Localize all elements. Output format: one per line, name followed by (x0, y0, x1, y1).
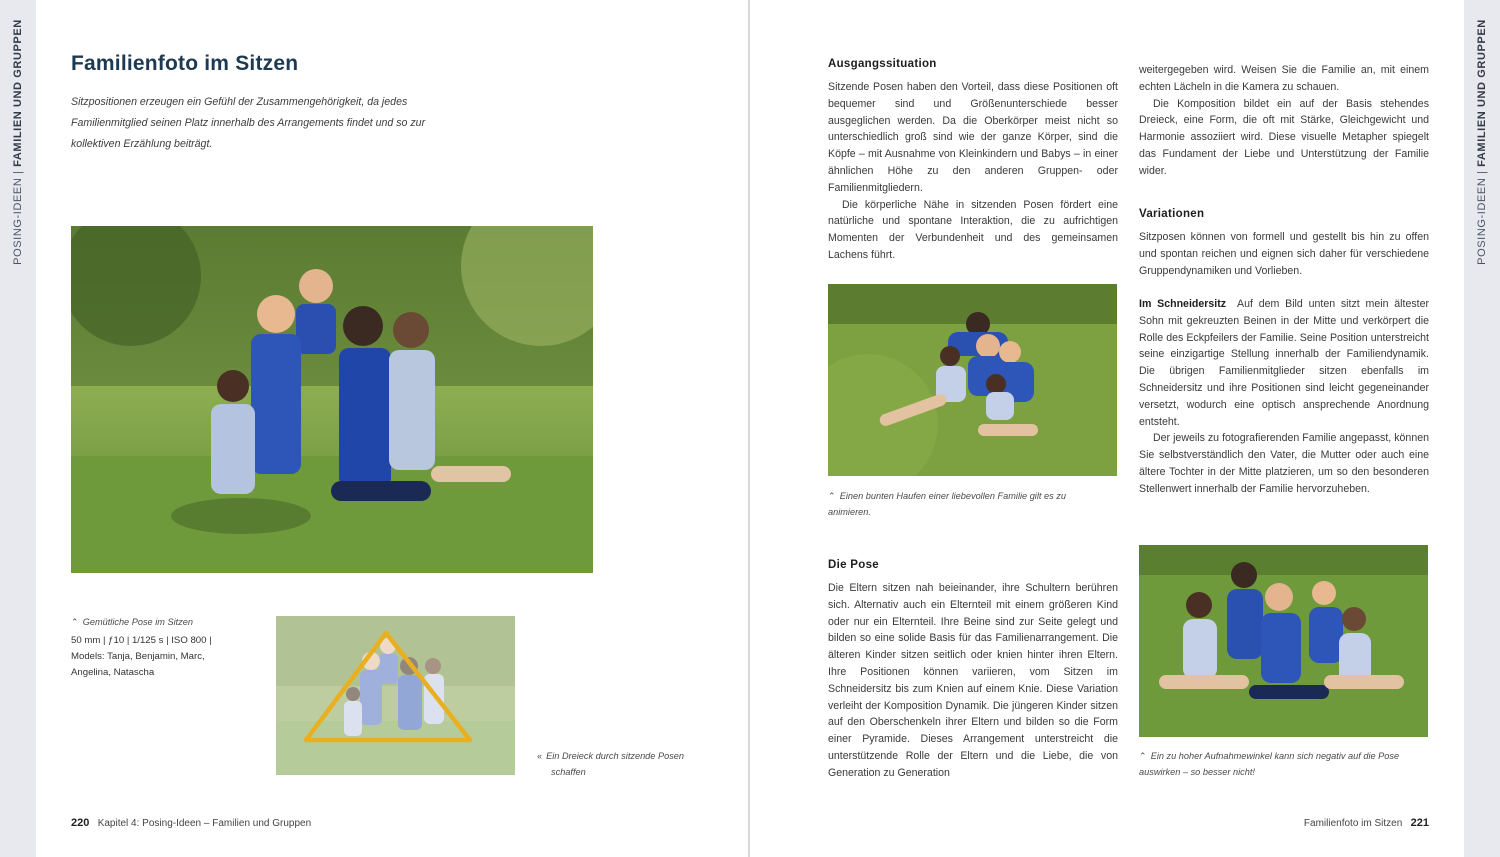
left-sidebar-tab (0, 0, 36, 857)
section-heading-die-pose: Die Pose (828, 559, 879, 571)
high-angle-family-photo (1139, 545, 1428, 737)
caption-text: Einen bunten Haufen einer liebevollen Familie gilt es zu animieren. (828, 491, 1066, 517)
column2-top-body (1139, 62, 1429, 180)
caption-text: Gemütliche Pose im Sitzen (82, 617, 193, 627)
angle-caption (1139, 748, 1429, 780)
ausgang-body (828, 79, 1118, 264)
sidebar-light-text: POSING-IDEEN | (12, 166, 24, 265)
double-chevron-left-icon: « (537, 751, 543, 761)
right-footer (1140, 817, 1429, 829)
triangle-composition-photo (276, 616, 515, 775)
schneidersitz-body (1139, 296, 1429, 498)
main-family-photo (71, 226, 593, 573)
paragraph: Die körperliche Nähe in sitzenden Posen fördert eine natürliche und spontane Interaktion, die zu aufrichtigen Momenten der Verbundenheit und des gemeinsamen Lachens führt. (828, 198, 1118, 261)
sidebar-light-text: POSING-IDEEN | (1476, 166, 1488, 265)
sidebar-bold-text: FAMILIEN UND GRUPPEN (12, 19, 24, 167)
paragraph: Die Eltern sitzen nah beieinander, ihre Schultern berühren sich. Alternativ auch ein Elternteil mit einem größeren Kind oder nur ein Elternteil. Ihre Beine sind zur Seite gelegt und bilden so eine solide Basis für das Familienarrangement. Die älteren Kinder sitzen seitlich oder knien hinter ihren Eltern. Ihre Positionen können variieren, vom Sitzen im Schneidersitz bis zum Knien auf einem Knie. Diese Variation verleiht der Komposition Dynamik. Die jüngeren Kinder sitzen auf den Oberschenkeln ihrer Eltern und bilden so die Form einer Pyramide. Dieses Arrangement unterstreicht die unterstützende Rolle der Eltern und die Liebe, die von Generation zu Generation (828, 582, 1118, 779)
paragraph: Sitzposen können von formell und gestellt bis hin zu offen und spontan reichen und eignen sich daher für verschiedene Gruppendynamiken und Vorlieben. (1139, 231, 1429, 277)
right-sidebar-tab (1464, 0, 1500, 857)
pile-caption (828, 488, 1088, 520)
family-pile-photo (828, 284, 1117, 476)
caption-text: Ein Dreieck durch sitzende Posen schaffen (546, 751, 685, 777)
caption-text: Ein zu hoher Aufnahmewinkel kann sich negativ auf die Pose auswirken – so besser nicht! (1139, 751, 1400, 777)
page-number: 221 (1410, 817, 1429, 829)
models-info: Models: Tanja, Benjamin, Marc, Angelina, Natascha (71, 651, 205, 678)
triangle-caption (537, 748, 701, 780)
variationen-body (1139, 229, 1429, 279)
exif-info: 50 mm | ƒ10 | 1/125 s | ISO 800 | (71, 635, 212, 646)
left-sidebar-label (12, 19, 24, 265)
section-heading-ausgangssituation: Ausgangssituation (828, 58, 937, 70)
double-chevron-up-icon: ⌃ (71, 617, 79, 627)
intro-text: Sitzpositionen erzeugen ein Gefühl der Zusammengehörigkeit, da jedes Familienmitglied seinen Platz innerhalb des Arrangements findet und so zur kollektiven Erzählung beiträgt. (71, 96, 426, 150)
page-gutter (748, 0, 750, 857)
page-title: Familienfoto im Sitzen (71, 52, 299, 75)
section-title: Familienfoto im Sitzen (1303, 818, 1403, 829)
paragraph: Die Komposition bildet ein auf der Basis stehendes Dreieck, eine Form, die oft mit Stärke, Gleichgewicht und Harmonie assoziiert wird. Diese visuelle Metapher spiegelt das Fundament der Liebe und Unterstützung der Familie wider. (1139, 97, 1429, 177)
main-photo-caption (71, 614, 261, 630)
right-sidebar-label (1476, 19, 1488, 265)
paragraph: Der jeweils zu fotografierenden Familie angepasst, können Sie selbstverständlich den Vater, die Mutter oder auch eine ältere Tochter in der Mitte platzieren, um so den besonderen Stellenwert innerhalb der Familie hervorzuheben. (1139, 432, 1429, 495)
run-in-heading: Im Schneidersitz (1139, 298, 1227, 310)
section-heading-variationen: Variationen (1139, 208, 1205, 220)
pose-body (828, 580, 1118, 782)
paragraph: weitergegeben wird. Weisen Sie die Familie an, mit einem echten Lächeln in die Kamera zu schauen. (1139, 64, 1429, 93)
double-chevron-up-icon: ⌃ (828, 491, 836, 501)
paragraph (1139, 296, 1429, 430)
paragraph-text: Auf dem Bild unten sitzt mein ältester Sohn mit gekreuzten Beinen in der Mitte und verkörpert die Rolle des Eckpfeilers der Familie. Seine Position unterstreicht seine einzigartige Stellung innerhalb der Familiendynamik. Die übrigen Familienmitglieder sitzen ebenfalls im Schneidersitz und ihre Positionen sind leicht gegeneinander versetzt, wodurch eine optisch ansprechende Anordnung entsteht. (1139, 298, 1429, 428)
sidebar-bold-text: FAMILIEN UND GRUPPEN (1476, 19, 1488, 167)
left-footer (71, 817, 311, 829)
chapter-title: Kapitel 4: Posing-Ideen – Familien und Gruppen (97, 818, 312, 829)
page-number: 220 (71, 817, 90, 829)
paragraph: Sitzende Posen haben den Vorteil, dass diese Positionen oft bequemer sind und Größenunterschiede besser ausgeglichen werden. Da die Oberkörper meist nicht so unterschiedlich groß sind wie der ganze Körper, sind die Köpfe – mit Ausnahme von Kleinkindern und Babys – in einer ähnlichen Höhe zu den anderen Gruppen- oder Familienmitgliedern. (828, 81, 1118, 194)
double-chevron-up-icon: ⌃ (1139, 751, 1147, 761)
